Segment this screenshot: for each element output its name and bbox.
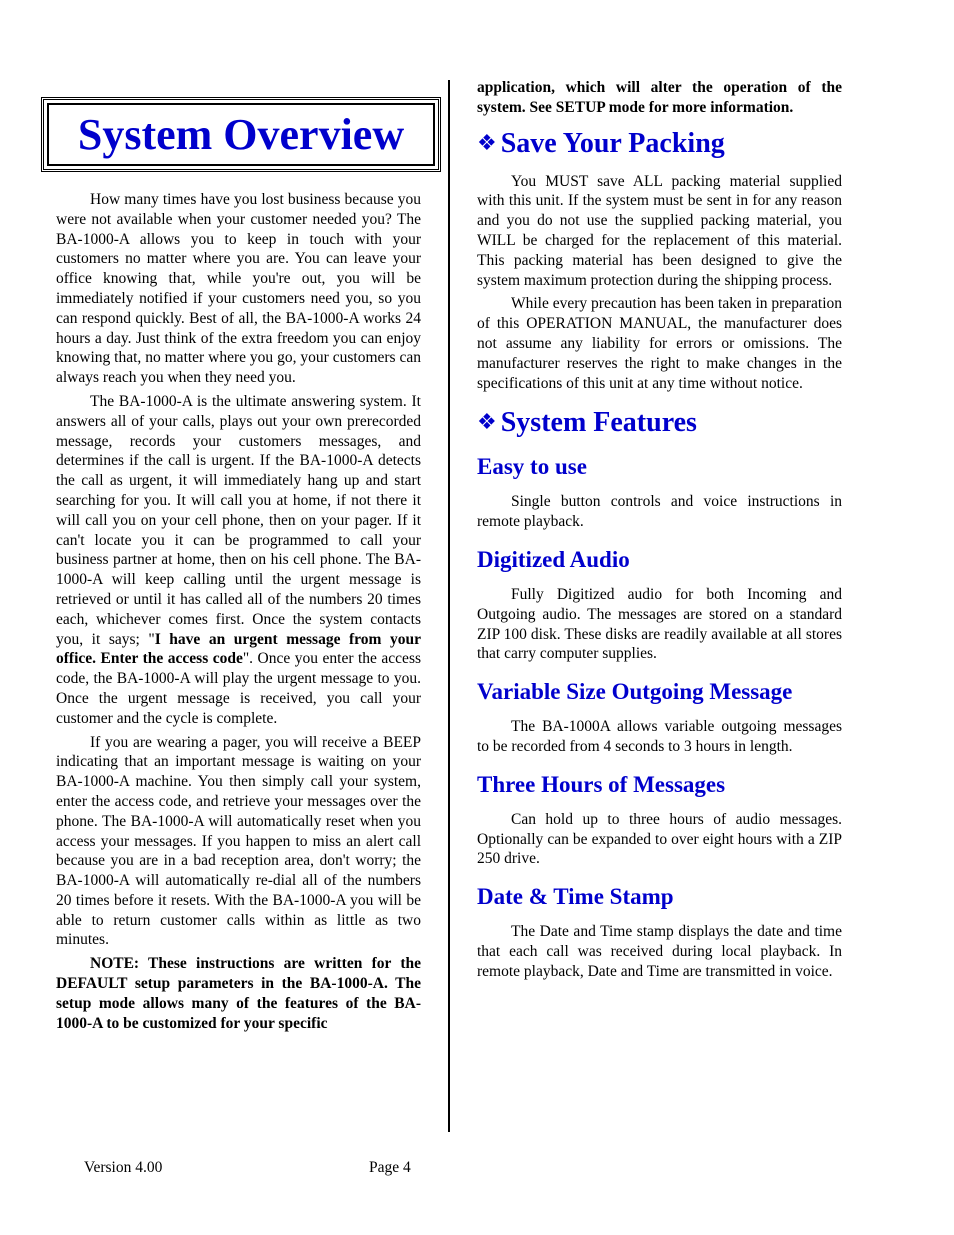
setup-note: NOTE: These instructions are written for the DEFAULT setup parameters in the BA-1000-A. The setup mode allows many of the features of the BA-1000-A to be customized for your specific: [56, 955, 421, 1032]
feature-heading: Variable Size Outgoing Message: [477, 679, 793, 705]
paragraph-pager: If you are wearing a pager, you will receive a BEEP indicating that an important message is waiting on your BA-1000-A machine. You then simply call your system, enter the access code, and retrieve your messages over the phone. The BA-1000-A will automatically reset when you access your messages. If you happen to miss an alert call because you are in a bad reception area, don't worry; the BA-1000-A will automatically re-dial all of the numbers 20 times before it resets. With the BA-1000-A you will be able to return customer calls within as little as two minutes.: [56, 733, 421, 949]
left-column: [56, 190, 421, 1037]
feature-text: The Date and Time stamp displays the date and time that each call was received during local playback. In remote playback, Date and Time are transmitted in voice.: [477, 923, 842, 980]
system-features-heading: ❖ System Features: [477, 407, 697, 439]
footer-version: Version 4.00: [84, 1159, 163, 1176]
feature-heading: Easy to use: [477, 454, 587, 480]
urgent-message-quote: I have an urgent message from your office. Enter the access code: [56, 630, 421, 668]
feature-text: Can hold up to three hours of audio messages. Optionally can be expanded to over eight hours with a ZIP 250 drive.: [477, 810, 842, 868]
column-divider: [448, 80, 450, 1132]
feature-heading: Date & Time Stamp: [477, 884, 674, 910]
disclaimer-paragraph: While every precaution has been taken in preparation of this OPERATION MANUAL, the manufacturer does not assume any liability for errors or omissions. The manufacturer reserves the right to make changes in the specifications of this unit at any time without notice.: [477, 295, 842, 392]
setup-note-continued: application, which will alter the operation of the system. See SETUP mode for more information.: [477, 79, 842, 116]
diamond-bullet-icon: ❖: [477, 410, 497, 436]
feature-text: Single button controls and voice instructions in remote playback.: [477, 493, 842, 531]
feature-heading: Digitized Audio: [477, 546, 630, 572]
paragraph-intro: How many times have you lost business because you were not available when your customer needed you? The BA-1000-A allows you to keep in touch with your customers no matter where you are. You can leave your office knowing that, while you're out, you will be immediately notified if your customers need you, so you can respond quickly. Best of all, the BA-1000-A works 24 hours a day. Just think of the extra freedom you can enjoy knowing that, no matter where you go, your customers can always reach you when they need you.: [56, 191, 421, 387]
feature-text: Fully Digitized audio for both Incoming and Outgoing audio. The messages are stored on a standard ZIP 100 disk. These disks are readily available at all stores that carry computer supplies.: [477, 585, 842, 663]
title-box: [41, 97, 441, 172]
title-frame: [47, 103, 435, 166]
save-packing-heading: ❖ Save Your Packing: [477, 127, 725, 159]
save-packing-paragraph: You MUST save ALL packing material supplied with this unit. If the system must be sent in for any reason and you do not use the supplied packing material, you WILL be charged for the replacement of this material. This packing material has been designed to give the system maximum protection during the shipping process.: [477, 172, 842, 289]
diamond-bullet-icon: ❖: [477, 130, 497, 156]
paragraph-system: The BA-1000-A is the ultimate answering system. It answers all of your calls, plays out your own prerecorded message, records your customers messages, and determines if the call is urgent. If the BA-1000-A detects the call as urgent, it will immediately hang up and start searching for you. It will call you at home, if not there it will call you on your cell phone, then on your pager. If it can't locate you it can be programmed to call your business partner at home, then on his cell phone. The BA-1000-A will keep calling until the urgent message is retrieved or until it has called all of the numbers 20 times each, whichever comes first. Once the system contacts you, it says; "I have an urgent message from your office. Enter the access code". Once you enter the access code, the BA-1000-A will play the urgent message to you. Once the urgent message is received, you call your customer and the cycle is complete.: [56, 392, 422, 727]
page-title: System Overview: [77, 109, 405, 159]
feature-heading: Three Hours of Messages: [477, 771, 726, 797]
footer-page-number: Page 4: [369, 1159, 411, 1176]
feature-text: The BA-1000A allows variable outgoing messages to be recorded from 4 seconds to 3 hours in length.: [477, 718, 842, 755]
right-column: [477, 78, 842, 986]
